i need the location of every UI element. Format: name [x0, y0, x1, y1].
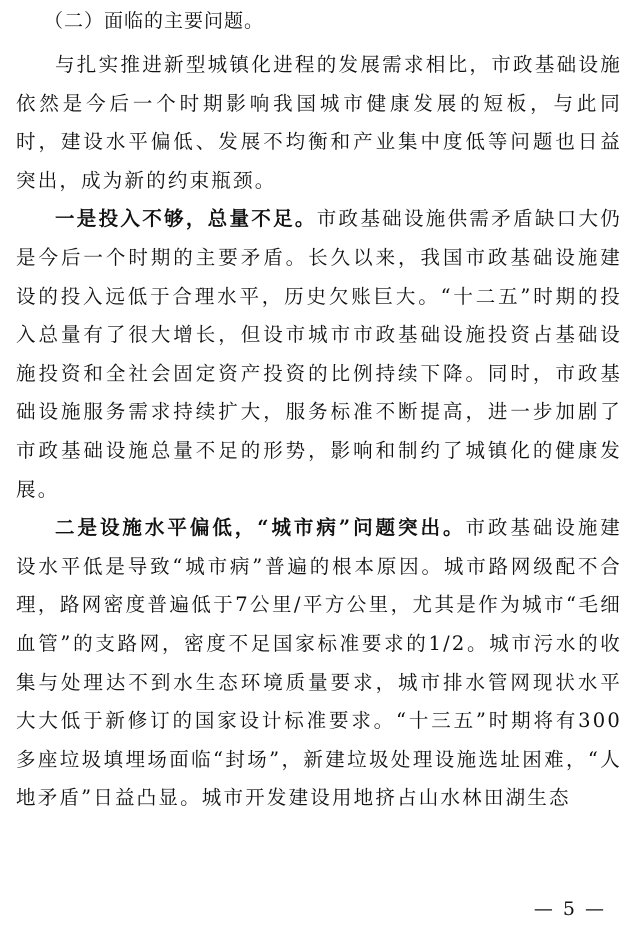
- paragraph-facility-level: [16, 509, 622, 818]
- paragraph-text: 市政基础设施供需矛盾缺口大仍是今后一个时期的主要矛盾。长久以来，我国市政基础设施建设的投入远低于合理水平，历史欠账巨大。“十二五”时期的投入总量有了很大增长，但设市城市市政基础设施投资占基础设施投资和全社会固定资产投资的比例持续下降。同时，市政基础设施服务需求持续扩大，服务标准不断提高，进一步加剧了市政基础设施总量不足的形势，影响和制约了城镇化的健康发展。: [16, 207, 622, 501]
- paragraph-lead: 二是设施水平偏低，“城市病”问题突出。: [55, 516, 466, 540]
- paragraph-lead: 一是投入不够，总量不足。: [55, 207, 317, 231]
- section-heading: （二）面临的主要问题。: [44, 10, 265, 32]
- paragraph-text: 市政基础设施建设水平低是导致“城市病”普遍的根本原因。城市路网级配不合理，路网密度普遍低于7公里/平方公里，尤其是作为城市“毛细血管”的支路网，密度不足国家标准要求的1/2。城市污水的收集与处理达不到水生态环境质量要求，城市排水管网现状水平大大低于新修订的国家设计标准要求。“十三五”时期将有300多座垃圾填埋场面临“封场”，新建垃圾处理设施选址困难，“人地矛盾”日益凸显。城市开发建设用地挤占山水林田湖生态: [16, 516, 622, 810]
- page-number: — 5 —: [533, 898, 606, 920]
- paragraph-text: 与扎实推进新型城镇化进程的发展需求相比，市政基础设施依然是今后一个时期影响我国城市健康发展的短板，与此同时，建设水平偏低、发展不均衡和产业集中度低等问题也日益突出，成为新的约束瓶颈。: [16, 53, 622, 192]
- paragraph-investment: [16, 200, 622, 509]
- paragraph-intro: [16, 46, 622, 200]
